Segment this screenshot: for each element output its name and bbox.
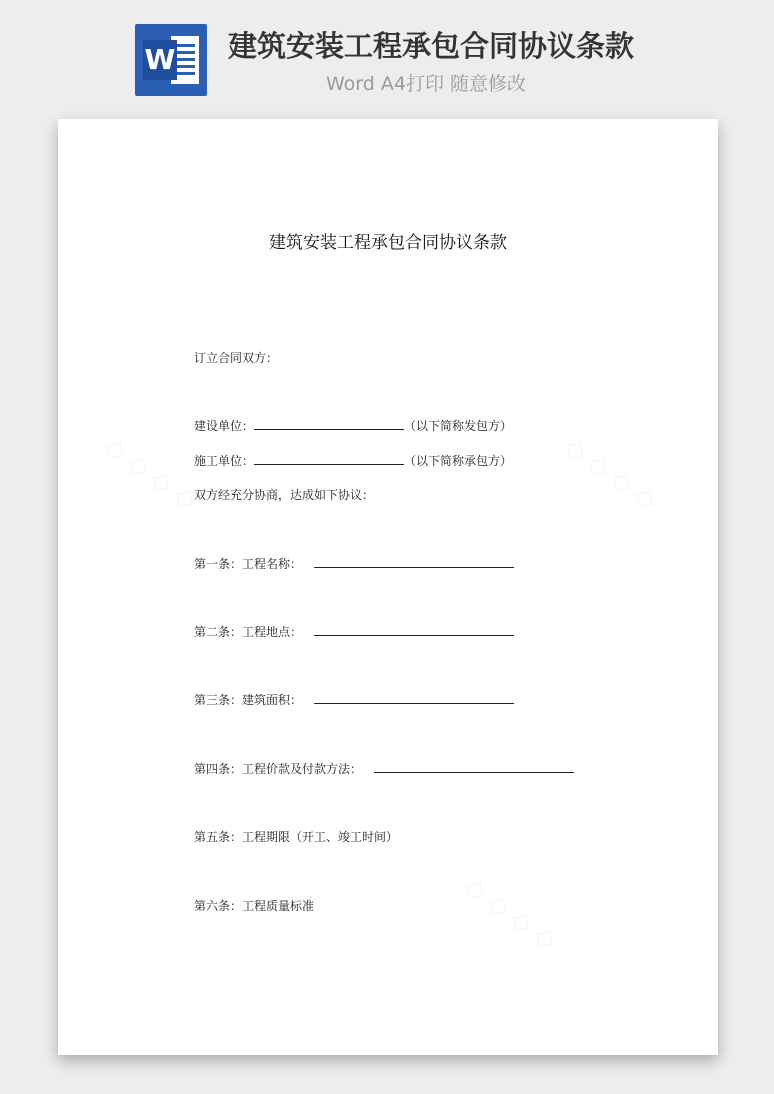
article-5: 第五条：工程期限（开工、竣工时间）	[194, 830, 399, 844]
contractor-label: 施工单位：	[194, 454, 255, 468]
contractor-suffix: （以下简称承包方）	[404, 454, 513, 468]
word-icon	[135, 24, 207, 96]
parties-intro: 订立合同双方：	[194, 351, 279, 365]
agreement-text: 双方经充分协商，达成如下协议：	[194, 488, 375, 502]
watermark	[559, 432, 662, 517]
project-name-blank[interactable]	[314, 555, 514, 568]
header-title: 建筑安装工程承包合同协议条款	[228, 29, 635, 63]
builder-blank[interactable]	[254, 417, 404, 430]
building-area-blank[interactable]	[314, 691, 514, 704]
builder-line	[194, 417, 512, 435]
builder-label: 建设单位：	[194, 419, 255, 433]
article-2-label: 第二条：工程地点：	[194, 625, 303, 639]
article-2	[194, 623, 514, 641]
article-3-label: 第三条：建筑面积：	[194, 693, 303, 707]
article-3	[194, 691, 514, 709]
article-1	[194, 555, 514, 573]
payment-method-blank[interactable]	[374, 760, 574, 773]
document-page	[58, 119, 718, 1055]
project-location-blank[interactable]	[314, 623, 514, 636]
contractor-blank[interactable]	[254, 452, 404, 465]
contractor-line	[194, 452, 512, 470]
watermark	[459, 872, 562, 957]
article-4-label: 第四条：工程价款及付款方法：	[194, 762, 363, 776]
watermark	[99, 432, 202, 517]
header-banner	[0, 0, 774, 112]
article-6: 第六条：工程质量标准	[194, 899, 315, 913]
article-1-label: 第一条：工程名称：	[194, 557, 303, 571]
word-logo-letter: W	[143, 40, 177, 80]
document-title: 建筑安装工程承包合同协议条款	[269, 233, 507, 253]
builder-suffix: （以下简称发包方）	[404, 419, 513, 433]
article-4	[194, 760, 574, 778]
header-subtitle: Word A4打印 随意修改	[326, 73, 527, 95]
